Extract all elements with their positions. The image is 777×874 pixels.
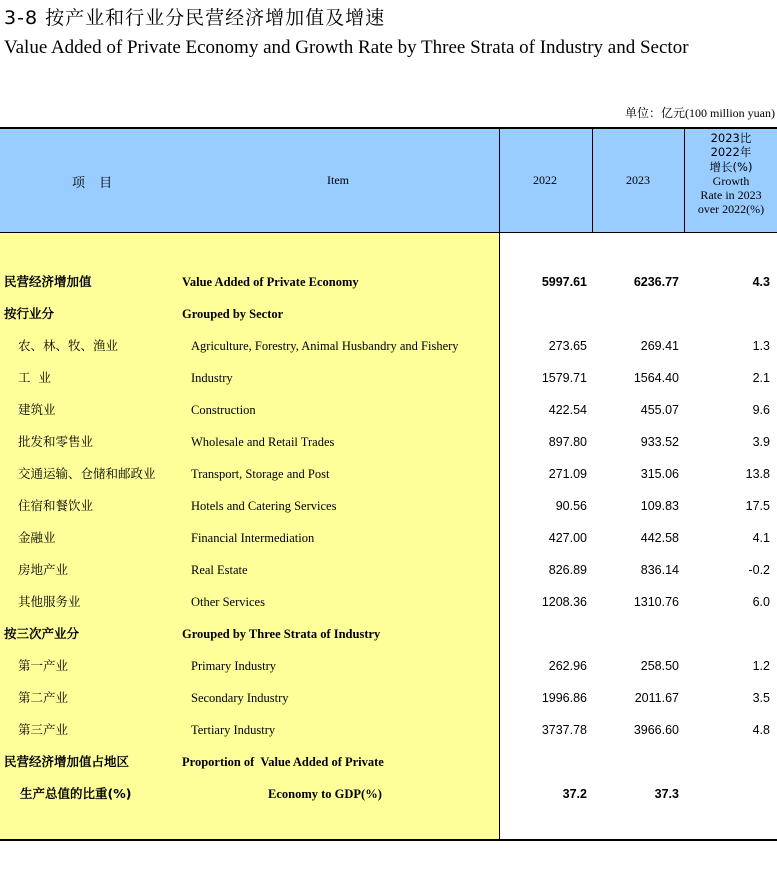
unit-note-english: (100 million yuan)	[685, 106, 775, 120]
value-2022: 5997.61	[541, 275, 587, 289]
table-row	[0, 304, 777, 324]
data-table	[0, 127, 777, 841]
row-label-chinese: 交通运输、仓储和邮政业	[18, 466, 156, 481]
value-2022: 1996.86	[541, 691, 587, 705]
value-2023: 2011.67	[634, 691, 679, 705]
header-growth-line: Growth	[712, 173, 750, 188]
table-row	[0, 496, 777, 516]
table-row	[0, 272, 777, 292]
value-2023: 933.52	[640, 435, 679, 449]
row-label-chinese: 民营经济增加值	[4, 274, 92, 289]
value-2022: 826.89	[548, 563, 587, 577]
row-label-chinese: 批发和零售业	[18, 434, 94, 449]
value-2023: 315.06	[640, 467, 679, 481]
header-growth-line: Rate in 2023	[700, 188, 762, 203]
value-2022: 897.80	[548, 435, 587, 449]
row-label-chinese: 其他服务业	[18, 594, 81, 609]
growth-rate: 4.8	[752, 723, 770, 737]
unit-note	[625, 104, 775, 121]
header-growth-line: 增长(%)	[709, 159, 753, 174]
value-2023: 1564.40	[633, 371, 679, 385]
value-2022: 90.56	[555, 499, 587, 513]
value-2023: 269.41	[640, 339, 679, 353]
unit-note-chinese: 单位：亿元	[624, 106, 685, 120]
row-label-chinese: 第一产业	[18, 658, 69, 673]
value-2023: 836.14	[640, 563, 679, 577]
row-label-english: Wholesale and Retail Trades	[191, 435, 335, 449]
header-item-chinese: 项 目	[72, 176, 114, 191]
row-label-english: Economy to GDP(%)	[268, 787, 382, 801]
row-label-english: Grouped by Three Strata of Industry	[182, 627, 381, 641]
value-2022: 1208.36	[541, 595, 587, 609]
row-label-english: Grouped by Sector	[182, 307, 284, 321]
table-row	[0, 784, 777, 804]
table-row	[0, 528, 777, 548]
row-label-chinese: 民营经济增加值占地区	[4, 754, 130, 769]
growth-rate: 6.0	[752, 595, 770, 609]
header-item-english: Item	[327, 173, 349, 187]
row-label-english: Financial Intermediation	[191, 531, 315, 545]
row-label-english: Other Services	[191, 595, 265, 609]
table-header-background	[0, 127, 777, 233]
page-title-chinese: 3-8 按产业和行业分民营经济增加值及增速	[4, 7, 386, 29]
growth-rate: 17.5	[745, 499, 770, 513]
growth-rate: 1.3	[752, 339, 770, 353]
table-row	[0, 720, 777, 740]
table-bottom-rule	[0, 839, 777, 841]
value-2023: 455.07	[640, 403, 679, 417]
header-year-2022: 2022	[533, 173, 557, 187]
row-label-chinese: 金融业	[18, 530, 56, 545]
value-2022: 37.2	[562, 787, 587, 801]
growth-rate: 13.8	[745, 467, 770, 481]
table-row	[0, 432, 777, 452]
value-2022: 273.65	[548, 339, 587, 353]
row-label-english: Primary Industry	[191, 659, 277, 673]
row-label-english: Secondary Industry	[191, 691, 289, 705]
value-2023: 109.83	[640, 499, 679, 513]
growth-rate: 4.1	[752, 531, 770, 545]
row-label-english: Hotels and Catering Services	[191, 499, 337, 513]
column-divider-2022	[592, 127, 593, 233]
row-label-chinese: 建筑业	[18, 402, 56, 417]
row-label-english: Proportion of Value Added of Private	[182, 755, 384, 769]
value-2023: 37.3	[654, 787, 679, 801]
table-top-rule	[0, 127, 777, 129]
table-row	[0, 624, 777, 644]
row-label-english: Value Added of Private Economy	[182, 275, 359, 289]
table-row	[0, 656, 777, 676]
row-label-chinese: 生产总值的比重(%)	[20, 786, 132, 801]
growth-rate: 3.9	[752, 435, 770, 449]
value-2023: 258.50	[640, 659, 679, 673]
table-row	[0, 336, 777, 356]
row-label-chinese: 第三产业	[18, 722, 69, 737]
row-label-chinese: 第二产业	[18, 690, 69, 705]
growth-rate: 9.6	[752, 403, 770, 417]
row-label-english: Real Estate	[191, 563, 248, 577]
value-2022: 427.00	[548, 531, 587, 545]
table-header-rule	[0, 232, 777, 233]
row-label-english: Transport, Storage and Post	[191, 467, 330, 481]
table-row	[0, 688, 777, 708]
growth-rate: 2.1	[752, 371, 770, 385]
header-growth-line: over 2022(%)	[697, 202, 765, 217]
row-label-chinese: 房地产业	[18, 562, 69, 577]
row-label-chinese: 按行业分	[4, 306, 55, 321]
header-growth-line: 2022年	[710, 145, 752, 160]
growth-rate: 3.5	[752, 691, 770, 705]
row-label-chinese: 农、林、牧、渔业	[18, 338, 119, 353]
row-label-chinese: 按三次产业分	[4, 626, 80, 641]
table-row	[0, 560, 777, 580]
value-2023: 1310.76	[633, 595, 679, 609]
value-2023: 6236.77	[633, 275, 679, 289]
row-label-english: Industry	[191, 371, 233, 385]
table-row	[0, 752, 777, 772]
value-2023: 442.58	[640, 531, 679, 545]
value-2022: 262.96	[548, 659, 587, 673]
table-row	[0, 592, 777, 612]
value-2022: 271.09	[548, 467, 587, 481]
header-year-2023: 2023	[626, 173, 650, 187]
page-title-english: Value Added of Private Economy and Growth Rate by Three Strata of Industry and Sector	[4, 37, 689, 58]
header-growth-rate	[686, 131, 776, 217]
column-divider-2023	[684, 127, 685, 233]
row-label-english: Tertiary Industry	[191, 723, 276, 737]
table-row	[0, 464, 777, 484]
row-label-chinese: 住宿和餐饮业	[18, 498, 94, 513]
row-label-chinese: 工 业	[18, 370, 51, 385]
row-label-english: Agriculture, Forestry, Animal Husbandry and Fishery	[191, 339, 459, 353]
table-row	[0, 368, 777, 388]
header-growth-line: 2023比	[710, 131, 752, 145]
value-2022: 422.54	[548, 403, 587, 417]
table-row	[0, 400, 777, 420]
value-2023: 3966.60	[633, 723, 679, 737]
growth-rate: 1.2	[752, 659, 770, 673]
growth-rate: -0.2	[748, 563, 770, 577]
growth-rate: 4.3	[752, 275, 770, 289]
value-2022: 3737.78	[541, 723, 587, 737]
value-2022: 1579.71	[541, 371, 587, 385]
row-label-english: Construction	[191, 403, 256, 417]
